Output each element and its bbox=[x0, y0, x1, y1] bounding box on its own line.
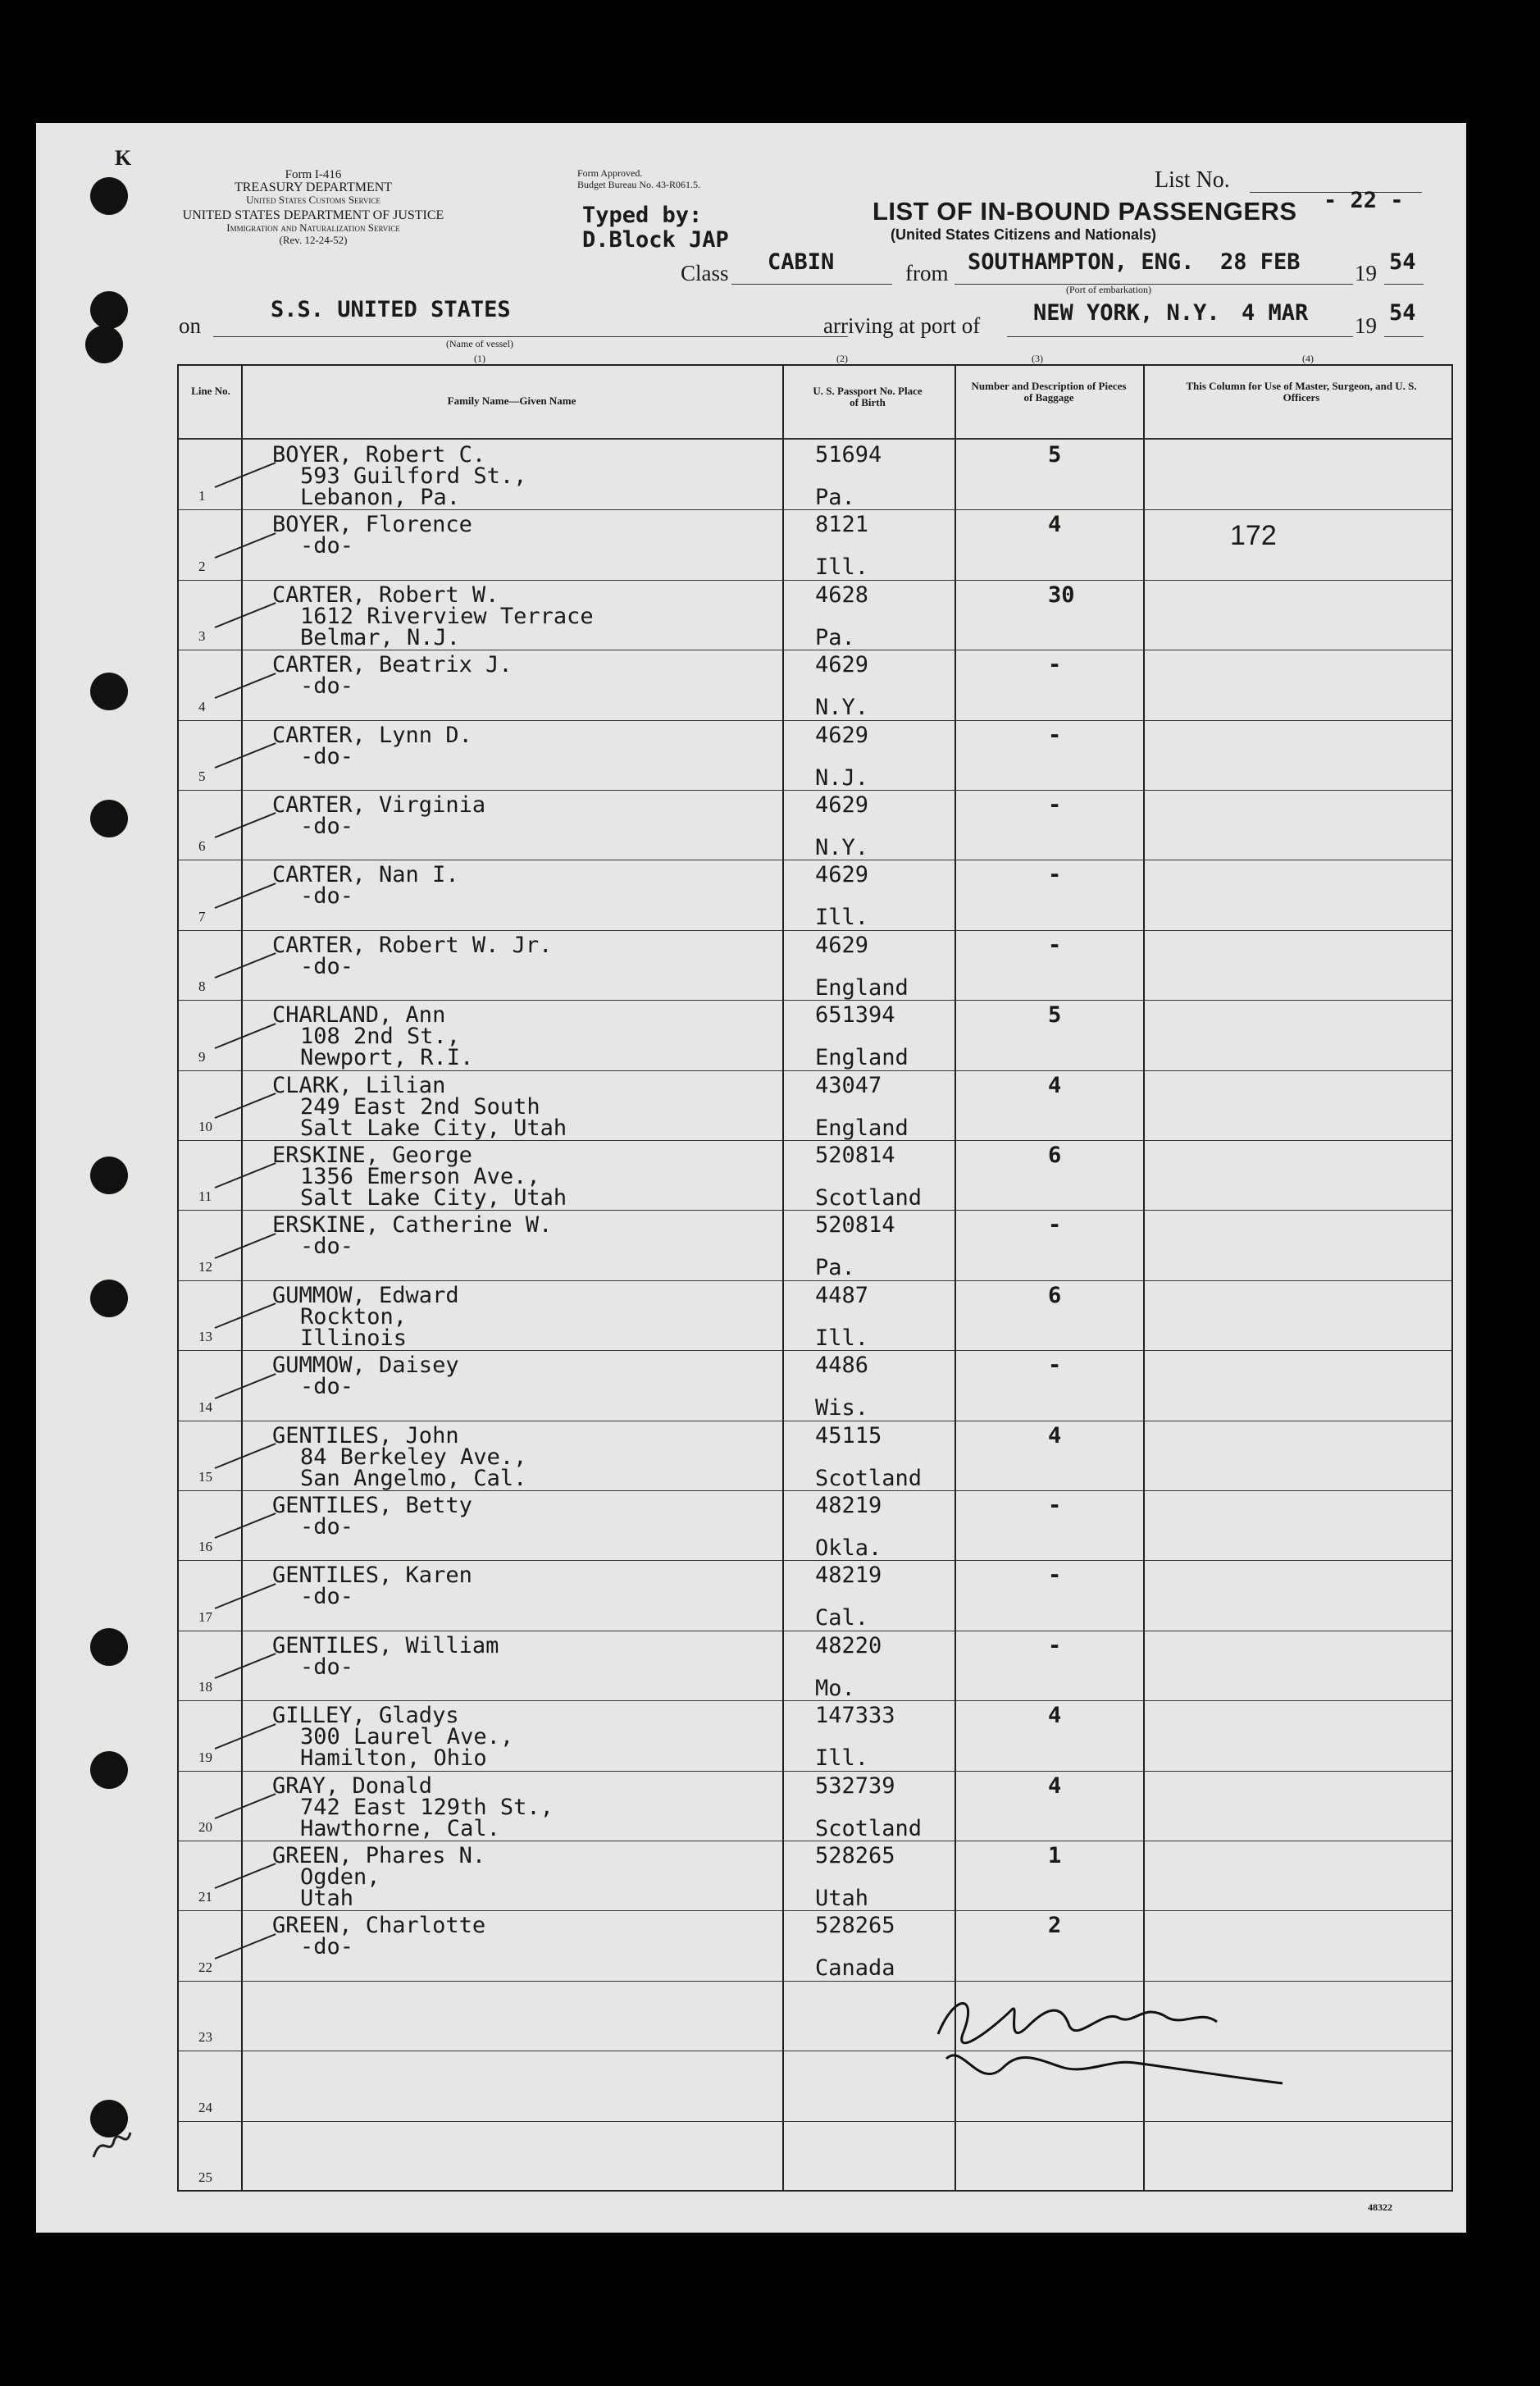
budget-bureau: Budget Bureau No. 43-R061.5. bbox=[577, 179, 700, 190]
baggage-count: 6 bbox=[1048, 1282, 1062, 1308]
form-approved: Form Approved. bbox=[577, 167, 643, 179]
arrival-date: 4 MAR bbox=[1242, 300, 1309, 326]
passport-number: 4629 bbox=[815, 652, 869, 678]
passenger-name: CLARK, Lilian bbox=[272, 1072, 446, 1098]
address-line-1: -do- bbox=[300, 1374, 354, 1400]
line-number: 12 bbox=[198, 1258, 212, 1275]
passenger-name: CARTER, Lynn D. bbox=[272, 722, 472, 748]
baggage-count: - bbox=[1048, 792, 1062, 818]
place-of-birth: Scotland bbox=[815, 1465, 923, 1491]
passenger-name: CARTER, Beatrix J. bbox=[272, 652, 513, 678]
check-mark bbox=[215, 1793, 276, 1819]
baggage-count: 30 bbox=[1048, 582, 1075, 608]
baggage-count: - bbox=[1048, 932, 1062, 958]
place-of-birth: Pa. bbox=[815, 624, 855, 650]
passenger-name: CARTER, Nan I. bbox=[272, 862, 459, 888]
address-line-1: -do- bbox=[300, 814, 354, 839]
table-row bbox=[179, 1841, 1451, 1910]
line-number: 23 bbox=[198, 2029, 212, 2046]
baggage-count: - bbox=[1048, 1212, 1062, 1239]
check-mark bbox=[215, 532, 276, 559]
check-mark bbox=[215, 812, 276, 838]
line-number: 2 bbox=[198, 558, 206, 574]
check-mark bbox=[215, 462, 276, 488]
place-of-birth: Ill. bbox=[815, 1325, 869, 1351]
address-line-1: -do- bbox=[300, 883, 354, 910]
check-mark bbox=[215, 1443, 276, 1469]
place-of-birth: Cal. bbox=[815, 1605, 869, 1631]
table-row bbox=[179, 1140, 1451, 1210]
justice-dept: UNITED STATES DEPARTMENT OF JUSTICE bbox=[182, 208, 444, 222]
check-mark bbox=[215, 1723, 276, 1750]
passport-number: 4487 bbox=[815, 1282, 869, 1308]
table-row bbox=[179, 650, 1451, 719]
address-line-1: 1356 Emerson Ave., bbox=[300, 1164, 540, 1189]
baggage-count: 2 bbox=[1048, 1913, 1062, 1939]
table-row bbox=[179, 1000, 1451, 1070]
port-caption: (Port of embarkation) bbox=[1066, 284, 1151, 295]
check-mark bbox=[215, 1933, 276, 1959]
address-line-1: -do- bbox=[300, 1934, 354, 1960]
table-row bbox=[179, 1560, 1451, 1630]
address-line-1: -do- bbox=[300, 1514, 354, 1540]
corner-mark: K bbox=[115, 146, 132, 170]
passport-number: 528265 bbox=[815, 1843, 895, 1868]
table-row bbox=[179, 1070, 1451, 1140]
immigration-service: Immigration and Naturalization Service bbox=[226, 221, 400, 234]
col-header-baggage: Number and Description of Pieces of Baggage bbox=[971, 380, 1127, 404]
passenger-name: GENTILES, John bbox=[272, 1422, 459, 1448]
passport-number: 8121 bbox=[815, 512, 869, 538]
place-of-birth: England bbox=[815, 1115, 909, 1141]
address-line-2: Lebanon, Pa. bbox=[300, 485, 461, 510]
baggage-count: - bbox=[1048, 722, 1062, 748]
passport-number: 4628 bbox=[815, 582, 869, 608]
passport-number: 520814 bbox=[815, 1212, 895, 1239]
table-row bbox=[179, 1631, 1451, 1700]
address-line-1: Ogden, bbox=[300, 1864, 380, 1890]
passenger-name: BOYER, Robert C. bbox=[272, 442, 486, 468]
address-line-1: Rockton, bbox=[300, 1303, 408, 1330]
table-row bbox=[179, 1910, 1451, 1980]
place-of-birth: Mo. bbox=[815, 1675, 855, 1701]
line-number: 14 bbox=[198, 1398, 212, 1415]
passenger-name: GREEN, Charlotte bbox=[272, 1913, 486, 1939]
on-label: on bbox=[179, 313, 201, 338]
address-line-2: Illinois bbox=[300, 1325, 408, 1351]
passenger-name: ERSKINE, Catherine W. bbox=[272, 1212, 553, 1239]
place-of-birth: Ill. bbox=[815, 1745, 869, 1772]
address-line-1: 108 2nd St., bbox=[300, 1024, 461, 1050]
passport-number: 147333 bbox=[815, 1703, 895, 1729]
baggage-count: 5 bbox=[1048, 442, 1062, 468]
table-row bbox=[179, 1210, 1451, 1280]
place-of-birth: Ill. bbox=[815, 905, 869, 931]
passport-number: 51694 bbox=[815, 442, 882, 468]
address-line-1: -do- bbox=[300, 953, 354, 979]
passport-number: 45115 bbox=[815, 1422, 882, 1448]
baggage-count: 5 bbox=[1048, 1002, 1062, 1029]
address-line-1: -do- bbox=[300, 1234, 354, 1260]
address-line-1: -do- bbox=[300, 1584, 354, 1610]
place-of-birth: N.Y. bbox=[815, 695, 869, 721]
vessel-name: S.S. UNITED STATES bbox=[271, 297, 511, 322]
typed-by-value: D.Block JAP bbox=[582, 227, 729, 253]
baggage-count: 4 bbox=[1048, 1422, 1062, 1448]
year-prefix: 19 bbox=[1355, 261, 1377, 285]
place-of-birth: Pa. bbox=[815, 1255, 855, 1281]
revision-date: (Rev. 12-24-52) bbox=[279, 234, 348, 246]
address-line-2: Newport, R.I. bbox=[300, 1045, 474, 1071]
passport-number: 48219 bbox=[815, 1563, 882, 1589]
passenger-name: CHARLAND, Ann bbox=[272, 1002, 446, 1029]
table-row bbox=[179, 580, 1451, 650]
place-of-birth: Wis. bbox=[815, 1395, 869, 1421]
baggage-count: 4 bbox=[1048, 512, 1062, 538]
line-number: 13 bbox=[198, 1329, 212, 1345]
col-header-passport: U. S. Passport No. Place of Birth bbox=[813, 385, 923, 408]
passport-number: 48219 bbox=[815, 1493, 882, 1518]
passport-number: 4629 bbox=[815, 932, 869, 958]
check-mark bbox=[215, 1023, 276, 1049]
table-row bbox=[179, 1280, 1451, 1350]
passenger-name: GUMMOW, Edward bbox=[272, 1282, 459, 1308]
passenger-name: GENTILES, William bbox=[272, 1632, 499, 1658]
line-number: 3 bbox=[198, 628, 206, 645]
passport-number: 532739 bbox=[815, 1772, 895, 1799]
address-line-1: -do- bbox=[300, 1654, 354, 1680]
place-of-birth: N.Y. bbox=[815, 835, 869, 860]
table-row bbox=[179, 1490, 1451, 1560]
place-of-birth: Okla. bbox=[815, 1535, 882, 1561]
address-line-2: Belmar, N.J. bbox=[300, 624, 461, 650]
check-mark bbox=[215, 1653, 276, 1679]
line-number: 5 bbox=[198, 768, 206, 784]
footer-code: 48322 bbox=[1368, 2201, 1392, 2213]
typed-by-label: Typed by: bbox=[582, 203, 703, 228]
address-line-1: -do- bbox=[300, 673, 354, 700]
place-of-birth: Pa. bbox=[815, 485, 855, 510]
table-row bbox=[179, 1700, 1451, 1770]
list-no-label: List No. bbox=[1155, 167, 1230, 193]
table-row bbox=[179, 720, 1451, 790]
baggage-count: 6 bbox=[1048, 1143, 1062, 1168]
line-number: 22 bbox=[198, 1959, 212, 1975]
check-mark bbox=[215, 952, 276, 979]
line-number: 25 bbox=[198, 2169, 212, 2185]
baggage-count: 4 bbox=[1048, 1703, 1062, 1729]
customs-service: United States Customs Service bbox=[246, 194, 380, 206]
line-number: 19 bbox=[198, 1749, 212, 1765]
page-subtitle: (United States Citizens and Nationals) bbox=[891, 226, 1157, 243]
binder-hole bbox=[90, 1628, 128, 1666]
col-header-name: Family Name—Given Name bbox=[447, 395, 576, 407]
passenger-name: ERSKINE, George bbox=[272, 1143, 472, 1168]
col3-number: (3) bbox=[1032, 353, 1043, 364]
address-line-1: 1612 Riverview Terrace bbox=[300, 603, 594, 629]
address-line-1: 300 Laurel Ave., bbox=[300, 1724, 514, 1750]
place-of-birth: England bbox=[815, 974, 909, 1001]
line-number: 15 bbox=[198, 1468, 212, 1485]
table-row bbox=[179, 790, 1451, 860]
check-mark bbox=[215, 1512, 276, 1539]
baggage-count: 4 bbox=[1048, 1072, 1062, 1098]
treasury-dept: TREASURY DEPARTMENT bbox=[234, 180, 393, 194]
passport-number: 528265 bbox=[815, 1913, 895, 1939]
place-of-birth: N.J. bbox=[815, 764, 869, 791]
baggage-count: - bbox=[1048, 652, 1062, 678]
col-header-line-no: Line No. bbox=[191, 385, 230, 397]
table-row bbox=[179, 930, 1451, 1000]
passenger-name: GENTILES, Betty bbox=[272, 1493, 472, 1518]
baggage-count: - bbox=[1048, 1563, 1062, 1589]
col-header-officers: This Column for Use of Master, Surgeon, and U. S. Officers bbox=[1186, 380, 1417, 404]
place-of-birth: Scotland bbox=[815, 1815, 923, 1841]
check-mark bbox=[215, 1373, 276, 1399]
col1-number: (1) bbox=[474, 353, 485, 364]
table-row bbox=[179, 860, 1451, 929]
binder-hole bbox=[85, 326, 123, 363]
place-of-birth: Scotland bbox=[815, 1185, 923, 1211]
check-mark bbox=[215, 1233, 276, 1259]
line-number: 7 bbox=[198, 908, 206, 924]
passenger-name: CARTER, Robert W. Jr. bbox=[272, 932, 553, 958]
officer-count: 172 bbox=[1230, 520, 1277, 551]
address-line-1: -do- bbox=[300, 743, 354, 769]
check-mark bbox=[215, 1302, 276, 1329]
col4-number: (4) bbox=[1302, 353, 1314, 364]
place-of-birth: England bbox=[815, 1045, 909, 1071]
address-line-2: Utah bbox=[300, 1886, 354, 1911]
class-value: CABIN bbox=[768, 249, 835, 275]
address-line-2: Hawthorne, Cal. bbox=[300, 1815, 500, 1841]
passenger-name: GRAY, Donald bbox=[272, 1772, 433, 1799]
check-mark bbox=[215, 1583, 276, 1609]
line-number: 21 bbox=[198, 1889, 212, 1905]
arrival-port: NEW YORK, N.Y. bbox=[1033, 300, 1220, 326]
passenger-name: CARTER, Virginia bbox=[272, 792, 486, 818]
passenger-name: BOYER, Florence bbox=[272, 512, 472, 538]
passport-number: 4629 bbox=[815, 792, 869, 818]
place-of-birth: Canada bbox=[815, 1955, 895, 1982]
from-label: from bbox=[905, 261, 949, 285]
passport-number: 4486 bbox=[815, 1353, 869, 1379]
embarkation-port: SOUTHAMPTON, ENG. bbox=[968, 249, 1195, 275]
form-header-left bbox=[182, 169, 444, 246]
address-line-2: San Angelmo, Cal. bbox=[300, 1465, 527, 1491]
address-line-2: Salt Lake City, Utah bbox=[300, 1185, 567, 1211]
line-number: 6 bbox=[198, 838, 206, 855]
place-of-birth: Utah bbox=[815, 1886, 869, 1911]
line-number: 8 bbox=[198, 979, 206, 995]
address-line-1: -do- bbox=[300, 533, 354, 559]
passport-number: 651394 bbox=[815, 1002, 895, 1029]
address-line-1: 84 Berkeley Ave., bbox=[300, 1444, 527, 1470]
passenger-name: GREEN, Phares N. bbox=[272, 1843, 486, 1868]
baggage-count: 1 bbox=[1048, 1843, 1062, 1868]
line-number: 18 bbox=[198, 1679, 212, 1695]
page-title: LIST OF IN-BOUND PASSENGERS bbox=[873, 197, 1297, 226]
embarkation-year: 54 bbox=[1389, 249, 1416, 275]
binder-hole bbox=[90, 1157, 128, 1194]
manifest-sheet bbox=[36, 123, 1466, 2233]
form-number: Form I-416 bbox=[285, 168, 342, 181]
arrival-year: 54 bbox=[1389, 300, 1416, 326]
table-row bbox=[179, 1350, 1451, 1420]
table-row bbox=[179, 1421, 1451, 1490]
place-of-birth: Ill. bbox=[815, 554, 869, 581]
arriving-label: arriving at port of bbox=[823, 313, 981, 338]
col2-number: (2) bbox=[836, 353, 848, 364]
vessel-caption: (Name of vessel) bbox=[446, 338, 513, 349]
officer-signature bbox=[922, 1977, 1315, 2108]
baggage-count: - bbox=[1048, 1353, 1062, 1379]
passport-number: 4629 bbox=[815, 862, 869, 888]
address-line-2: Salt Lake City, Utah bbox=[300, 1115, 567, 1141]
line-number: 20 bbox=[198, 1818, 212, 1835]
address-line-1: 249 East 2nd South bbox=[300, 1093, 540, 1120]
table-row bbox=[179, 1771, 1451, 1841]
address-line-1: 742 East 129th St., bbox=[300, 1794, 554, 1820]
line-number: 17 bbox=[198, 1608, 212, 1625]
line-number: 24 bbox=[198, 2099, 212, 2115]
line-number: 1 bbox=[198, 488, 206, 504]
passenger-name: GILLEY, Gladys bbox=[272, 1703, 459, 1729]
passenger-table bbox=[177, 364, 1453, 2192]
baggage-count: - bbox=[1048, 1493, 1062, 1518]
address-line-1: 593 Guilford St., bbox=[300, 463, 527, 489]
line-number: 4 bbox=[198, 698, 206, 714]
baggage-count: 4 bbox=[1048, 1772, 1062, 1799]
binder-hole bbox=[90, 1280, 128, 1317]
baggage-count: - bbox=[1048, 862, 1062, 888]
check-mark bbox=[215, 1863, 276, 1889]
check-mark bbox=[215, 602, 276, 628]
passport-number: 43047 bbox=[815, 1072, 882, 1098]
check-mark bbox=[215, 1162, 276, 1188]
binder-hole bbox=[90, 800, 128, 837]
passport-number: 520814 bbox=[815, 1143, 895, 1168]
passport-number: 4629 bbox=[815, 722, 869, 748]
embarkation-date: 28 FEB bbox=[1220, 249, 1301, 275]
binder-hole bbox=[90, 177, 128, 215]
passport-number: 48220 bbox=[815, 1632, 882, 1658]
line-number: 9 bbox=[198, 1048, 206, 1065]
passenger-name: CARTER, Robert W. bbox=[272, 582, 499, 608]
class-label: Class bbox=[681, 261, 729, 285]
binder-hole bbox=[90, 291, 128, 329]
line-number: 16 bbox=[198, 1539, 212, 1555]
year-prefix-2: 19 bbox=[1355, 313, 1377, 338]
check-mark bbox=[215, 1093, 276, 1119]
passenger-name: GENTILES, Karen bbox=[272, 1563, 472, 1589]
check-mark bbox=[215, 673, 276, 699]
check-mark bbox=[215, 883, 276, 909]
address-line-2: Hamilton, Ohio bbox=[300, 1745, 487, 1772]
baggage-count: - bbox=[1048, 1632, 1062, 1658]
check-mark bbox=[215, 742, 276, 769]
table-row bbox=[179, 2121, 1451, 2191]
passenger-name: GUMMOW, Daisey bbox=[272, 1353, 459, 1379]
stray-mark bbox=[85, 2124, 134, 2165]
list-number: - 22 - bbox=[1324, 188, 1404, 213]
binder-hole bbox=[90, 1751, 128, 1789]
line-number: 10 bbox=[198, 1118, 212, 1134]
binder-hole bbox=[90, 673, 128, 710]
line-number: 11 bbox=[198, 1188, 212, 1205]
table-row bbox=[179, 440, 1451, 509]
